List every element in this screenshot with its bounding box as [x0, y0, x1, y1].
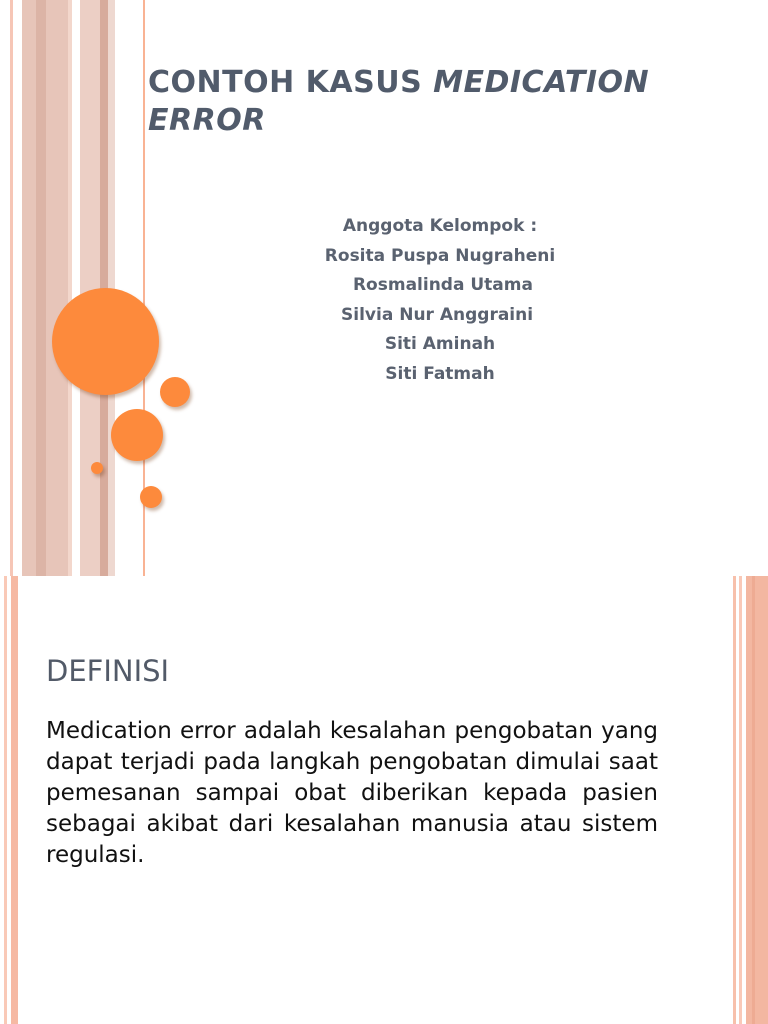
slide-title	[148, 64, 708, 140]
title-italic: MEDICATION ERROR	[148, 65, 650, 138]
member-name: Rosmalinda Utama	[347, 275, 533, 295]
definition-slide	[0, 576, 768, 1024]
member-name: Siti Fatmah	[385, 363, 495, 384]
member-name: Silvia Nur Anggraini	[341, 304, 539, 325]
definition-text: Medication error adalah kesalahan pengobatan yang dapat terjadi pada langkah pengobatan dimulai saat pemesanan sampai obat diberikan kepada pasien sebagai akibat dari kesalahan manusia atau sistem regulasi.	[46, 718, 658, 868]
definition-heading: DEFINISI	[46, 654, 170, 688]
member-name: Rosita Puspa Nugraheni	[324, 245, 556, 266]
circle-tiny	[91, 462, 103, 474]
members-heading: Anggota Kelompok :	[342, 216, 538, 236]
circle-small	[160, 377, 190, 407]
group-members	[240, 212, 640, 389]
circle-small-2	[140, 486, 162, 508]
circle-medium	[111, 409, 163, 461]
circle-large	[52, 288, 159, 395]
title-normal: CONTOH KASUS	[148, 65, 434, 100]
member-name: Siti Aminah	[384, 334, 496, 354]
